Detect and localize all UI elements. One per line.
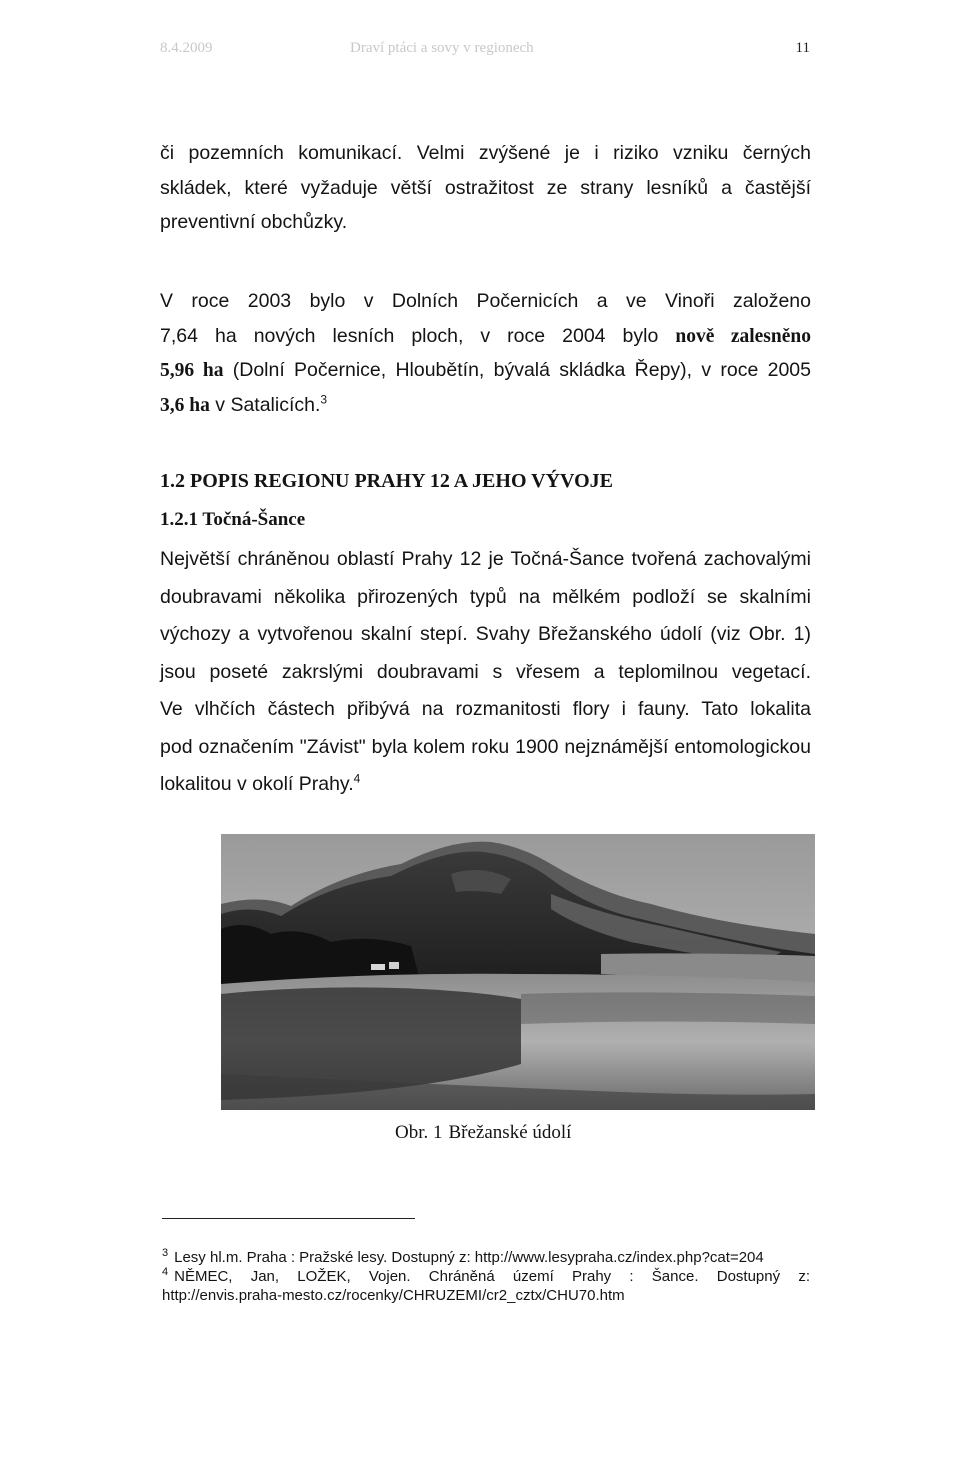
footnote-divider [162, 1218, 415, 1219]
paragraph-tocna-sance [160, 541, 811, 804]
text-run: v Satalicích. [209, 393, 321, 416]
figure-caption-text: Břežanské údolí [448, 1122, 572, 1143]
text-run: 7,64 ha nových lesních ploch, v roce 2004 bylo [160, 324, 676, 347]
subsection-heading: 1.2.1 Točná-Šance [160, 509, 306, 530]
figure-label: Obr. 1 [395, 1122, 443, 1143]
footnote-text: NĚMEC, Jan, LOŽEK, Vojen. Chráněná území Prahy : Šance. Dostupný z: [174, 1268, 810, 1285]
bold-run: 5,96 ha [160, 360, 224, 381]
header-title: Draví ptáci a sovy v regionech [350, 40, 534, 56]
text-line: či pozemních komunikací. Velmi zvýšené je i riziko vzniku černých [160, 142, 811, 164]
footnote-number: 3 [162, 1247, 169, 1259]
paragraph-continuation [160, 136, 811, 240]
footnote-url[interactable]: http://envis.praha-mesto.cz/rocenky/CHRUZEMI/cr2_cztx/CHU70.htm [162, 1287, 625, 1304]
bold-run: nově zalesněno [675, 325, 811, 347]
text-line [160, 319, 811, 354]
text-line: doubravami několika přirozených typů na mělkém podloží se skalními [160, 585, 811, 608]
text-line: jsou poseté zakrslými doubravami s vřesem a teplomilnou vegetací. [160, 660, 811, 683]
text-line: preventivní obchůzky. [160, 211, 348, 233]
header-date: 8.4.2009 [160, 40, 213, 56]
text-line: Ve vlhčích částech přibývá na rozmanitosti flory i fauny. Tato lokalita [160, 698, 811, 720]
text-line: Největší chráněnou oblastí Prahy 12 je Točná-Šance tvořená zachovalými [160, 548, 811, 570]
text-line: pod označením "Závist" byla kolem roku 1900 nejznámější entomologickou [160, 735, 811, 758]
text-line [160, 388, 811, 423]
footnote-4 [162, 1267, 810, 1286]
text-run: lokalitou v okolí Prahy. [160, 773, 354, 795]
text-line: výchozy a vytvořenou skalní stepí. Svahy Břežanského údolí (viz Obr. 1) [160, 623, 811, 645]
text-run: (Dolní Počernice, Hloubětín, bývalá skládka Řepy), v roce 2005 [223, 359, 811, 381]
page-number: 11 [795, 40, 810, 56]
footnote-text: Lesy hl.m. Praha : Pražské lesy. Dostupný z: http://www.lesypraha.cz/index.php?cat=204 [174, 1249, 764, 1266]
valley-photo [221, 834, 815, 1110]
text-line [160, 353, 811, 388]
bold-run: 3,6 ha [160, 394, 210, 416]
figure-caption [395, 1122, 571, 1144]
text-line: skládek, které vyžaduje větší ostražitost ze strany lesníků a častější [160, 176, 811, 199]
running-header [160, 40, 810, 60]
footnotes [162, 1248, 810, 1305]
text-line: V roce 2003 bylo v Dolních Počernicích a ve Vinoři založeno [160, 290, 811, 312]
section-heading: 1.2 POPIS REGIONU PRAHY 12 A JEHO VÝVOJE [160, 470, 613, 492]
footnote-ref: 3 [320, 392, 328, 406]
footnote-number: 4 [162, 1266, 169, 1278]
footnote-ref: 4 [353, 771, 361, 786]
paragraph-afforestation [160, 284, 811, 422]
valley-photo-image [221, 834, 815, 1110]
footnote-3 [162, 1248, 810, 1267]
text-line [160, 766, 811, 804]
